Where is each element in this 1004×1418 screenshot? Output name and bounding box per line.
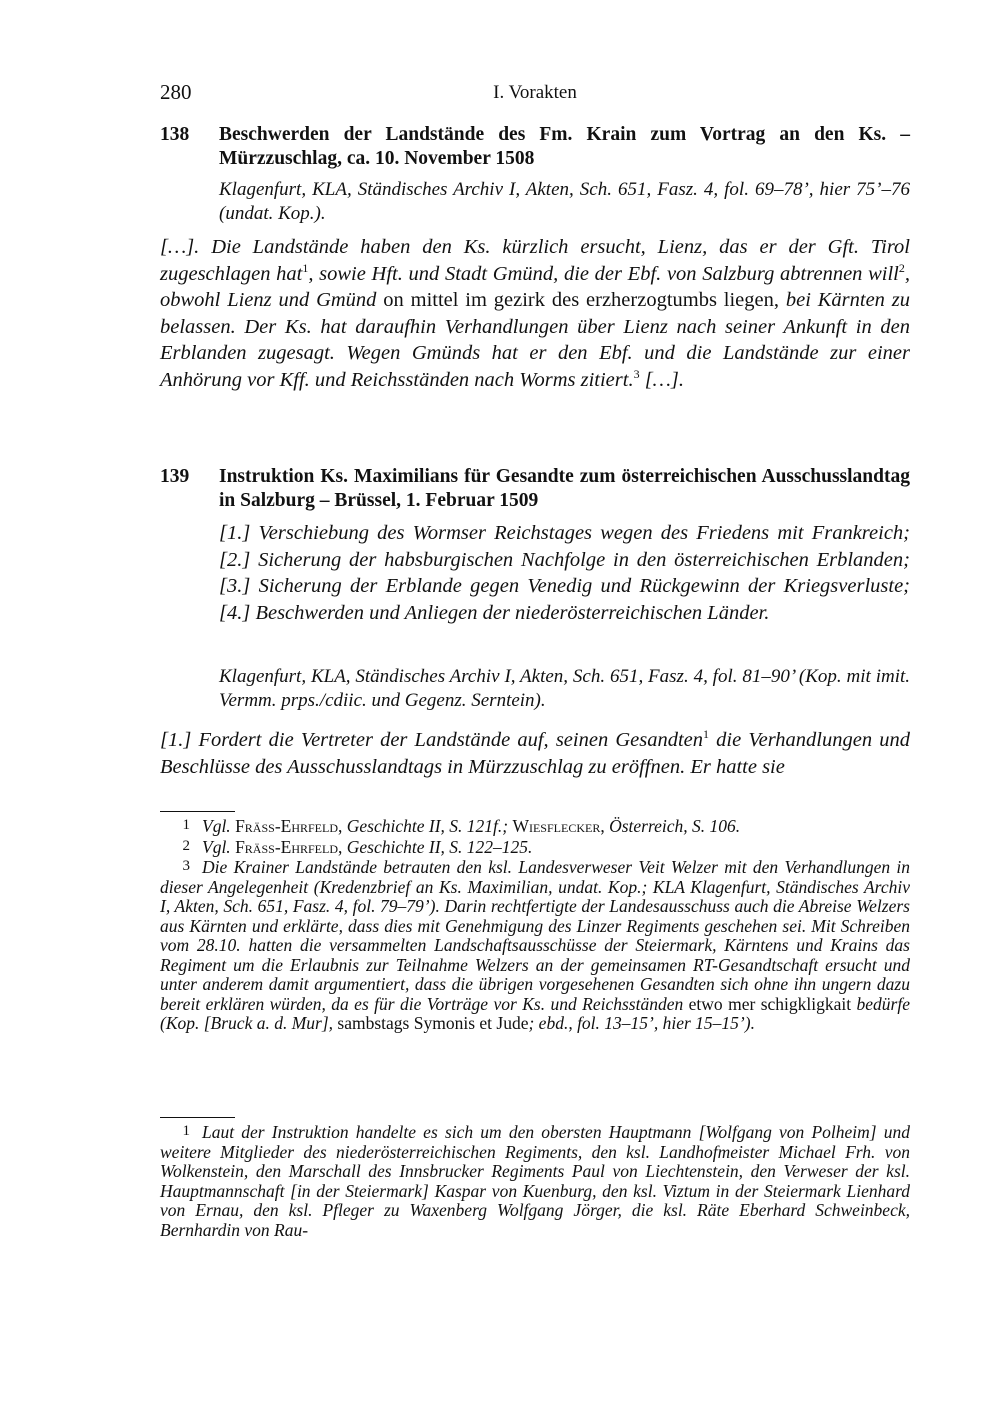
footnote-text: , xyxy=(338,816,347,836)
running-title: I. Vorakten xyxy=(493,82,577,103)
footnote-text: Wiesflecker xyxy=(512,816,601,836)
page-number: 280 xyxy=(160,80,192,104)
footnote-text: Geschichte II, S. 121f.; xyxy=(346,816,513,836)
footnote xyxy=(160,816,910,837)
footnote xyxy=(160,837,910,858)
footnote-text: Fräss-Ehrfeld xyxy=(235,816,338,836)
footnote-text: Geschichte II, S. 122–125. xyxy=(346,836,533,857)
footnote-ref[interactable]: 2 xyxy=(898,260,905,275)
footnote-text: Die Krainer Landstände betrauten den ksl. Landesverweser Veit Welzer mit den Verhandlungen in dieser Angelegenheit (Kredenzbrief an Ks. Maximilian, undat. Kop.; KLA Klagenfurt, Ständisches Archiv I, Akten, Sch. 651, Fasz. 4, fol. 79–79’). Darin rechtfertigte der Landesausschuss auch die Abreise Welzers aus Kärnten und erklärte, dass dies mit Genehmigung des Linzer Regiments geschehen sei. Mit Schreiben vom 28.10. hatten die versammelten Landschaftsausschüsse der Steiermark, Kärntens und Krains das Regiment um die Erlaubnis zur Teilnahme Welzers an der gemeinsamen RT-Gesandtschaft ersucht und unter anderem damit argumentiert, dass die übrigen vorgesehenen Gesandten sich ohne ihn ungern dazu bereit erklären würden, da es für die Vorträge vor Ks. und Reichsständen xyxy=(160,857,910,1014)
entry-number: 138 xyxy=(160,124,190,145)
footnote-text: Laut der Instruktion handelte es sich um den obersten Hauptmann [Wolfgang von Polheim] und weitere Mitglieder des niederösterreichischen Regiments, den ksl. Landhofmeister Michael Frh. von Wolkenstein, den Marschall des Innsbrucker Regiments Paul von Liechtenstein, den Verweser der ksl. Hauptmannschaft [in der Steiermark] Kaspar von Kuenburg, den ksl. Viztum in der Steiermark Lienhard von Ernau, den ksl. Pfleger zu Waxenberg Wolfgang Jörger, die ksl. Räte Eberhard Schweinbeck, Bernhardin von Rau- xyxy=(160,1122,910,1240)
footnote-text: , xyxy=(600,816,610,836)
footnote-text: ; ebd., fol. 13–15’, hier 15–15’). xyxy=(528,1013,755,1033)
footnote-text: , xyxy=(338,836,347,857)
footnote-number: 2 xyxy=(182,837,190,854)
entry-title: Instruktion Ks. Maximilians für Gesandte zum österreichischen Ausschusslandtag in Salzburg – Brüssel, 1. Februar 1509 xyxy=(219,466,910,511)
footnote-text: Vgl. xyxy=(202,836,236,857)
footnote xyxy=(160,857,910,1034)
entry-title: Beschwerden der Landstände des Fm. Krain zum Vortrag an den Ks. – Mürzzuschlag, ca. 10. November 1508 xyxy=(219,124,910,169)
footnote xyxy=(160,1122,910,1240)
entry-138-source: Klagenfurt, KLA, Ständisches Archiv I, Akten, Sch. 651, Fasz. 4, fol. 69–78’, hier 75’–76 (undat. Kop.). xyxy=(219,179,910,224)
footnote-ref[interactable]: 3 xyxy=(633,366,640,381)
footnote-text: Fräss-Ehrfeld xyxy=(235,836,338,857)
footnote-ref[interactable]: 1 xyxy=(302,260,309,275)
footnote-separator xyxy=(160,1117,235,1118)
quoted-source-text: on mittel im gezirk des erzherzogtumbs liegen, xyxy=(376,289,779,311)
footnote-text: Österreich, S. 106. xyxy=(609,816,741,836)
footnote-text: sambstags Symonis et Jude xyxy=(337,1013,529,1033)
footnote-text: Vgl. xyxy=(202,816,236,836)
entry-139-body: [1.] Fordert die Vertreter der Landstände auf, seinen Gesandten$^1$ die Verhandlungen und Beschlüsse des Ausschusslandtags in Mürzzuschlag zu eröffnen. Er hatte sie xyxy=(160,727,910,778)
footnote-number: 1 xyxy=(182,1123,190,1139)
footnote-ref[interactable]: 1 xyxy=(703,727,710,741)
entry-139-summary: [1.] Verschiebung des Wormser Reichstages wegen des Friedens mit Frankreich; [2.] Sicherung der habsburgischen Nachfolge in den österreichischen Erblanden; [3.] Sicherung der Erblande gegen Venedig und Rückgewinn der Kriegsverluste; [4.] Beschwerden und Anliegen der niederösterreichischen Länder. xyxy=(219,522,910,624)
entry-number: 139 xyxy=(160,466,190,487)
entry-138-body: […]. Die Landstände haben den Ks. kürzlich ersucht, Lienz, das er der Gft. Tirol zugeschlagen hat$^1$, sowie Hft. und Stadt Gmünd, die der Ebf. von Salzburg abtrennen will$^2$, obwohl Lienz und Gmünd on mittel im gezirk des erzherzogtumbs liegen, bei Kärnten zu belassen. Der Ks. hat daraufhin Verhandlungen über Lienz nach seiner Ankunft in den Erblanden zugesagt. Wegen Gmünds hat er den Ebf. und die Landstände zur einer Anhörung vor Kff. und Reichsständen nach Worms zitiert.$^3$ […]. xyxy=(160,236,910,391)
page-header xyxy=(160,80,910,106)
footnote-number: 1 xyxy=(182,817,190,833)
footnote-text: etwo mer schigkligkait xyxy=(683,993,857,1014)
footnote-number: 3 xyxy=(182,858,190,874)
footnotes-139 xyxy=(160,1122,910,1240)
footnotes-138 xyxy=(160,816,910,1034)
footnote-text: bedürfe (Kop. [Bruck a. d. Mur], xyxy=(160,993,910,1033)
entry-139-source: Klagenfurt, KLA, Ständisches Archiv I, Akten, Sch. 651, Fasz. 4, fol. 81–90’ (Kop. mit imit. Vermm. prps./cdiic. und Gegenz. Serntein). xyxy=(219,666,910,711)
footnote-separator xyxy=(160,811,235,812)
